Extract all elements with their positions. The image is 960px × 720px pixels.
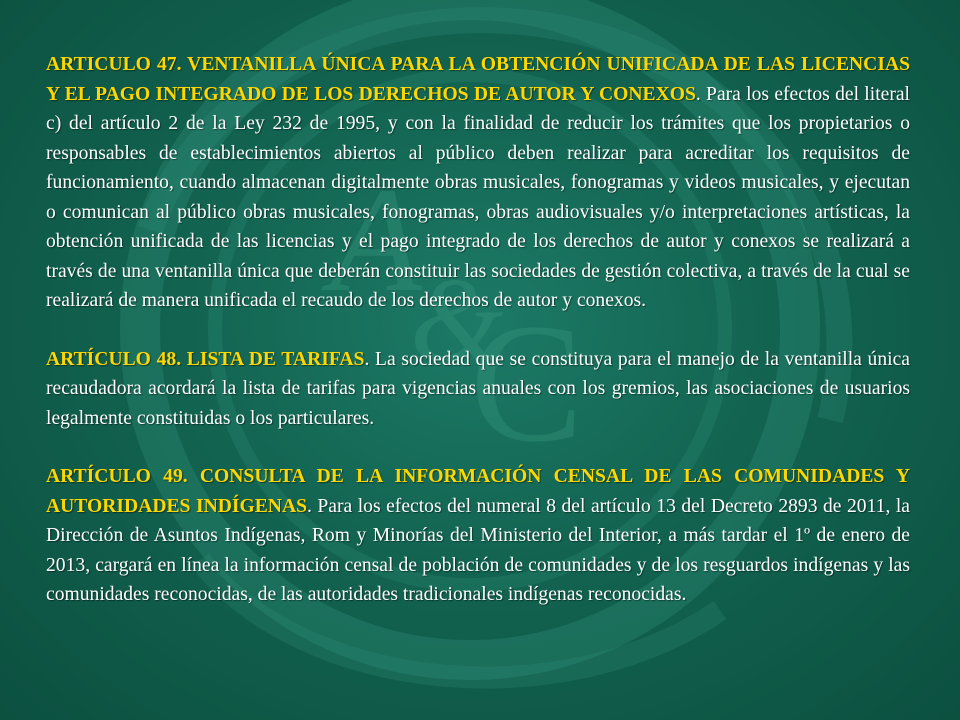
article-47-paragraph: [46, 50, 910, 316]
article-48-paragraph: [46, 345, 910, 434]
svg-text:A: A: [330, 157, 422, 323]
svg-text:C: C: [470, 289, 584, 477]
article-49-heading: ARTÍCULO 49. CONSULTA DE LA INFORMACIÓN CENSAL DE LAS COMUNIDADES Y AUTORIDADES INDÍGENAS: [46, 466, 910, 517]
article-47-body: . Para los efectos del literal c) del artículo 2 de la Ley 232 de 1995, y con la finalidad de reducir los trámites que los propietarios o responsables de establecimientos abiertos al público deben realizar para acreditar los requisitos de funcionamiento, cuando almacenan digitalmente obras musicales, fonogramas y videos musicales, y ejecutan o comunican al público obras musicales, fonogramas, obras audiovisuales y/o interpretaciones artísticas, la obtención unificada de las licencias y el pago integrado de los derechos de autor y conexos se realizará a través de una ventanilla única que deberán constituir las sociedades de gestión colectiva, a través de la cual se realizará de manera unificada el recaudo de los derechos de autor y conexos.: [46, 83, 911, 311]
article-49-paragraph: [46, 462, 910, 610]
article-47-heading: ARTICULO 47. VENTANILLA ÚNICA PARA LA OBTENCIÓN UNIFICADA DE LAS LICENCIAS Y EL PAGO INTEGRADO DE LOS DERECHOS DE AUTOR Y CONEXOS: [46, 54, 910, 105]
article-48-body: . La sociedad que se constituya para el manejo de la ventanilla única recaudadora acordará la lista de tarifas para vigencias anuales con los gremios, las asociaciones de usuarios legalmente constituidas o los particulares.: [46, 348, 910, 429]
article-text-block: [46, 50, 910, 639]
article-48-heading: ARTÍCULO 48. LISTA DE TARIFAS: [46, 348, 365, 370]
svg-text:&: &: [410, 253, 504, 386]
article-49-body: . Para los efectos del numeral 8 del artículo 13 del Decreto 2893 de 2011, la Dirección de Asuntos Indígenas, Rom y Minorías del Ministerio del Interior, a más tardar el 1º de enero de 2013, cargará en línea la información censal de población de comunidades y de los resguardos indígenas y las comunidades reconocidas, de las autoridades tradicionales indígenas reconocidas.: [46, 495, 911, 605]
